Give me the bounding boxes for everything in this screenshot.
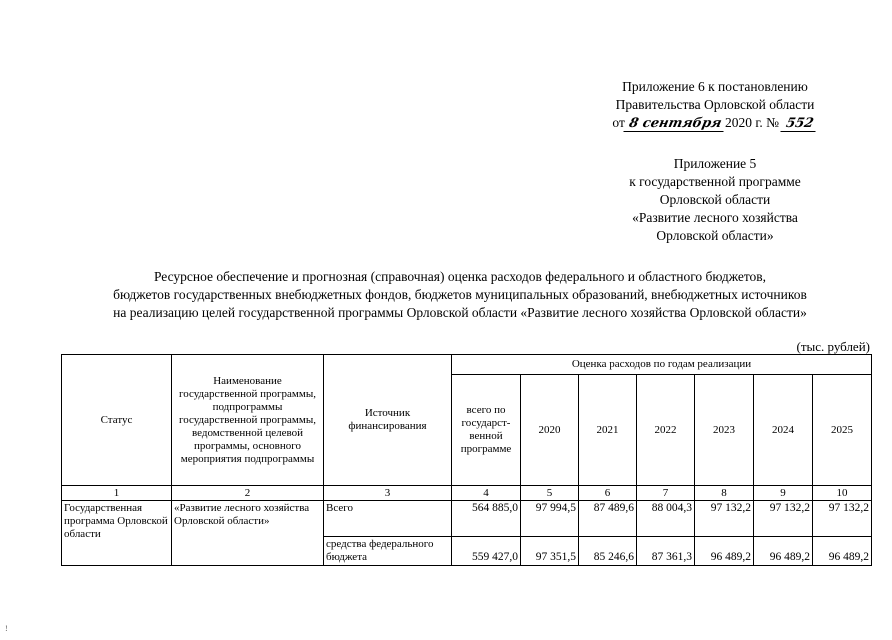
column-number: 7 xyxy=(637,486,695,501)
header-year: 2022 xyxy=(637,375,695,486)
row-value: 96 489,2 xyxy=(695,537,754,566)
row-source: Всего xyxy=(324,501,452,537)
row-value: 96 489,2 xyxy=(754,537,813,566)
header-year: 2025 xyxy=(813,375,872,486)
row-value: 87 361,3 xyxy=(637,537,695,566)
unit-label: (тыс. рублей) xyxy=(796,339,870,354)
row-value: 85 246,6 xyxy=(579,537,637,566)
row-value: 97 132,2 xyxy=(813,501,872,537)
column-number: 9 xyxy=(754,486,813,501)
header-year: 2023 xyxy=(695,375,754,486)
row-program-name: «Развитие лесного хозяйства Орловской области» xyxy=(172,501,324,566)
column-number: 2 xyxy=(172,486,324,501)
column-number: 8 xyxy=(695,486,754,501)
appendix-6-line2: Правительства Орловской области xyxy=(615,97,815,112)
header-estimate: Оценка расходов по годам реализации xyxy=(452,355,872,375)
header-name: Наименование государственной программы, подпрограммы государственной программы, ведомственной целевой программы, основного мероприятия подпрограммы xyxy=(172,355,324,486)
year-number-text: 2020 г. № xyxy=(725,115,780,130)
row-total: 564 885,0 xyxy=(452,501,521,537)
header-year: 2021 xyxy=(579,375,637,486)
row-value: 97 132,2 xyxy=(695,501,754,537)
row-value: 97 994,5 xyxy=(521,501,579,537)
row-value: 88 004,3 xyxy=(637,501,695,537)
row-source: средства федерального бюджета xyxy=(324,537,452,566)
appendix-5-line4: «Развитие лесного хозяйства xyxy=(632,210,798,225)
column-number: 10 xyxy=(813,486,872,501)
appendix-5-block xyxy=(555,155,875,245)
table-row xyxy=(62,501,872,537)
document-title xyxy=(40,268,880,322)
appendix-6-line1: Приложение 6 к постановлению xyxy=(622,79,808,94)
appendix-6-block xyxy=(560,78,870,132)
appendix-5-line2: к государственной программе xyxy=(629,174,801,189)
appendix-6-date-line xyxy=(560,114,870,132)
date-prefix: от xyxy=(612,115,625,130)
row-status: Государственная программа Орловской области xyxy=(62,501,172,566)
row-value: 96 489,2 xyxy=(813,537,872,566)
row-value: 87 489,6 xyxy=(579,501,637,537)
column-number: 1 xyxy=(62,486,172,501)
column-number: 4 xyxy=(452,486,521,501)
title-line3: на реализацию целей государственной программы Орловской области «Развитие лесного хозяйства Орловской области» xyxy=(113,305,807,320)
appendix-5-line5: Орловской области» xyxy=(656,228,774,243)
appendix-5-line1: Приложение 5 xyxy=(673,156,757,171)
header-status: Статус xyxy=(62,355,172,486)
header-year: 2020 xyxy=(521,375,579,486)
budget-table xyxy=(61,354,872,566)
title-line1: Ресурсное обеспечение и прогнозная (справочная) оценка расходов федерального и областного бюджетов, xyxy=(153,269,767,284)
header-year: 2024 xyxy=(754,375,813,486)
column-number: 6 xyxy=(579,486,637,501)
row-value: 97 351,5 xyxy=(521,537,579,566)
column-number-row xyxy=(62,486,872,501)
handwritten-date: 8 сентября xyxy=(623,117,726,132)
title-line2: бюджетов государственных внебюджетных фондов, бюджетов муниципальных образований, внебюджетных источников xyxy=(113,287,807,302)
appendix-5-line3: Орловской области xyxy=(659,192,771,207)
header-total: всего по государст-венной программе xyxy=(452,375,521,486)
row-value: 97 132,2 xyxy=(754,501,813,537)
column-number: 3 xyxy=(324,486,452,501)
handwritten-number: 552 xyxy=(781,117,819,132)
row-total: 559 427,0 xyxy=(452,537,521,566)
column-number: 5 xyxy=(521,486,579,501)
margin-mark: ! xyxy=(5,624,8,633)
header-source: Источник финансирования xyxy=(324,355,452,486)
